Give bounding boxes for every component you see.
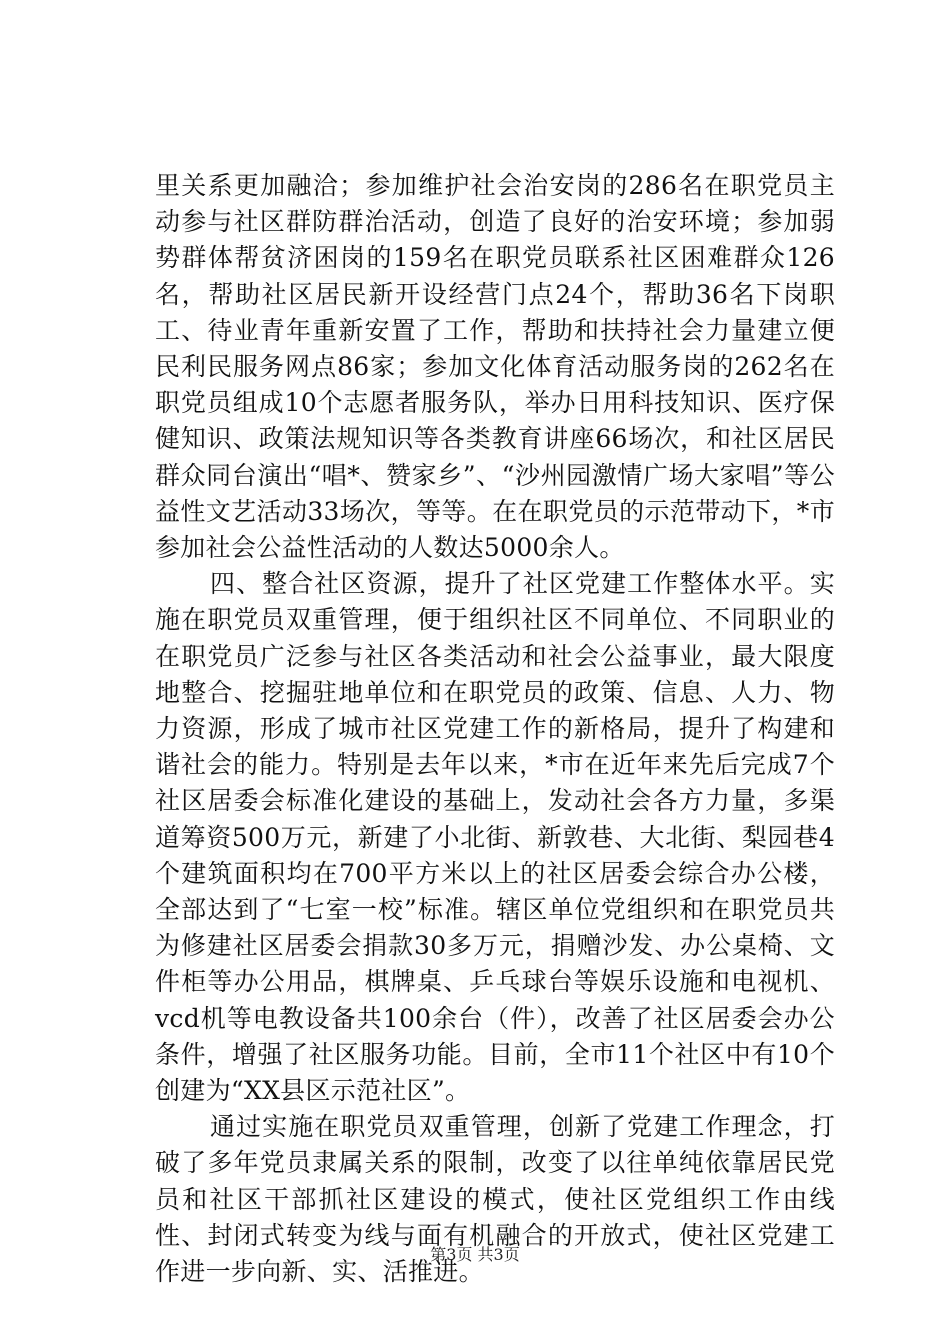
paragraph-1: 里关系更加融洽；参加维护社会治安岗的286名在职党员主动参与社区群防群治活动，创造了良好的治安环境；参加弱势群体帮贫济困岗的159名在职党员联系社区困难群众126名，帮助社区居民新开设经营门点24个，帮助36名下岗职工、待业青年重新安置了工作，帮助和扶持社会力量建立便民利民服务网点86家；参加文化体育活动服务岗的262名在职党员组成10个志愿者服务队，举办日用科技知识、医疗保健知识、政策法规知识等各类教育讲座66场次，和社区居民群众同台演出“唱*、赞家乡”、“沙州园激情广场大家唱”等公益性文艺活动33场次，等等。在在职党员的示范带动下，*市参加社会公益性活动的人数达5000余人。 [155,171,835,563]
paragraph-3: 通过实施在职党员双重管理，创新了党建工作理念，打破了多年党员隶属关系的限制，改变了以往单纯依靠居民党员和社区干部抓社区建设的模式，使社区党组织工作由线性、封闭式转变为线与面有机融合的开放式，使社区党建工作进一步向新、实、活推进。 [155,1112,835,1287]
paragraph-2: 四、整合社区资源，提升了社区党建工作整体水平。实施在职党员双重管理，便于组织社区不同单位、不同职业的在职党员广泛参与社区各类活动和社会公益事业，最大限度地整合、挖掘驻地单位和在职党员的政策、信息、人力、物力资源，形成了城市社区党建工作的新格局，提升了构建和谐社会的能力。特别是去年以来，*市在近年来先后完成7个社区居委会标准化建设的基础上，发动社会各方力量，多渠道筹资500万元，新建了小北街、新敦巷、大北街、梨园巷4个建筑面积均在700平方米以上的社区居委会综合办公楼，全部达到了“七室一校”标准。辖区单位党组织和在职党员共为修建社区居委会捐款30多万元，捐赠沙发、办公桌椅、文件柜等办公用品，棋牌桌、乒乓球台等娱乐设施和电视机、vcd机等电教设备共100余台（件），改善了社区居委会办公条件，增强了社区服务功能。目前，全市11个社区中有10个创建为“XX县区示范社区”。 [155,569,835,1106]
document-body [155,168,835,1290]
page-footer: 第3页 共3页 [430,1245,520,1264]
